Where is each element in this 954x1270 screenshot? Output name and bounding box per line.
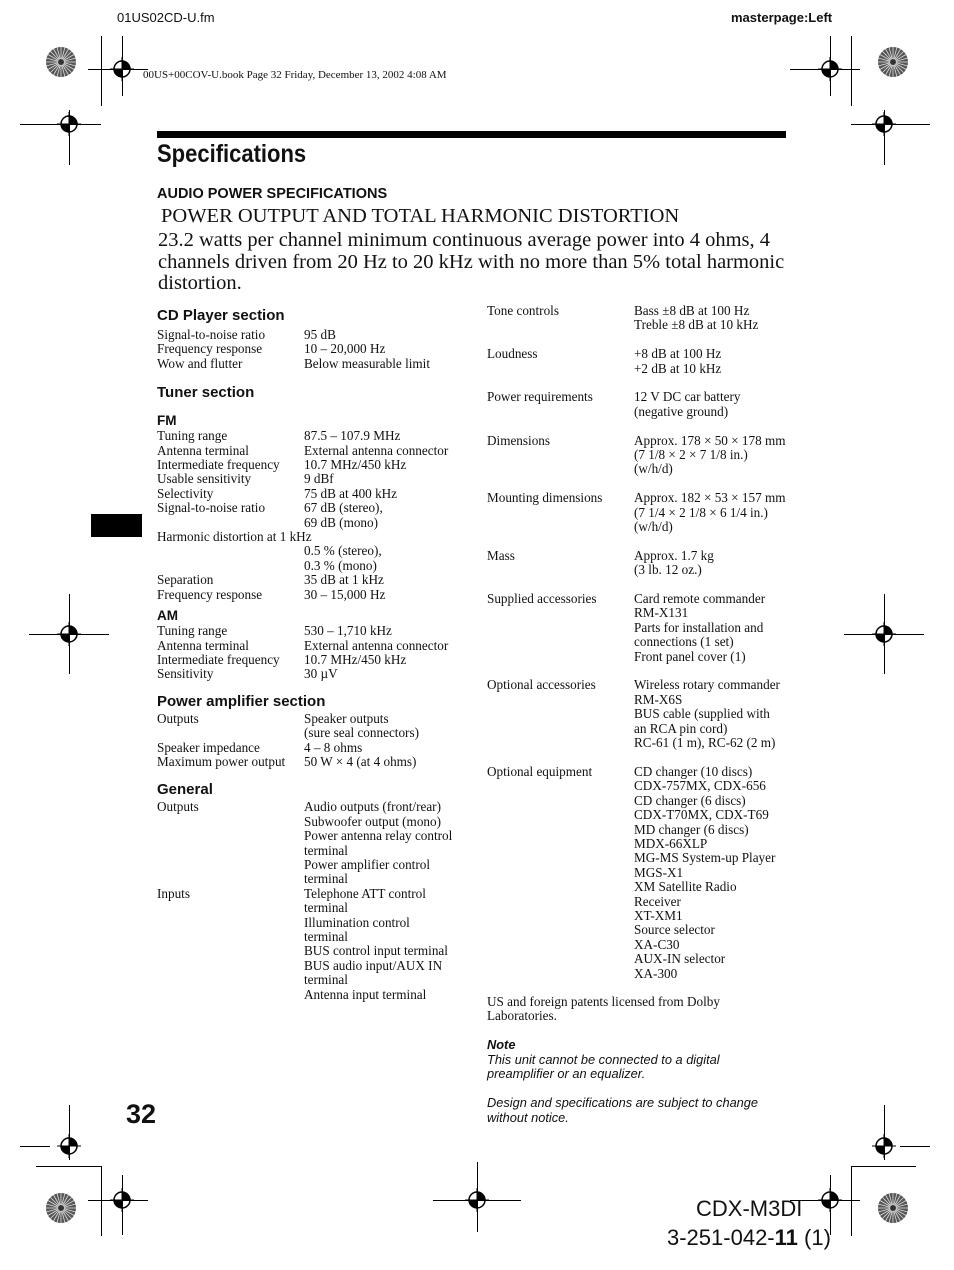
- fm-heading: FM: [157, 413, 177, 429]
- color-star-target-icon: [877, 1192, 909, 1224]
- part-code-suffix: (1): [797, 1225, 831, 1250]
- note-text: This unit cannot be connected to a digital preamplifier or an equalizer.: [487, 1051, 720, 1082]
- spec-value: CD changer (10 discs) CDX-757MX, CDX-656 CD changer (6 discs) CDX-T70MX, CDX-T69 MD changer (6 discs) MDX-66XLP MG-MS System-up Player MGS-X1 XM Satellite Radio Receiver XT-XM1 Source selector XA-C30 AUX-IN selector XA-300: [634, 763, 776, 981]
- amp-spec-list: [157, 712, 467, 770]
- fm-spec-list-2: [157, 573, 467, 602]
- spec-label: Optional accessories: [487, 677, 596, 693]
- spec-label: Speaker impedance: [157, 739, 260, 755]
- spec-value: 12 V DC car battery (negative ground): [634, 389, 741, 419]
- crop-line: [88, 69, 148, 70]
- spec-value: Below measurable limit: [304, 355, 430, 371]
- spec-row: [157, 472, 467, 486]
- cd-spec-list: [157, 328, 467, 371]
- spec-row: [157, 573, 467, 587]
- crop-line: [884, 1105, 885, 1160]
- note-heading: Note: [487, 1036, 516, 1052]
- spec-value: Card remote commander RM-X131 Parts for installation and connections (1 set) Front panel cover (1): [634, 591, 766, 664]
- spec-row: [157, 667, 467, 681]
- spec-row: [487, 390, 787, 419]
- page-number: 32: [126, 1099, 157, 1129]
- spec-value: 9 dBf: [304, 471, 334, 487]
- spec-row: [487, 765, 787, 981]
- spec-value: 30 µV: [304, 666, 338, 682]
- part-code-prefix: 3-251-042-: [667, 1225, 775, 1250]
- spec-label: Antenna terminal: [157, 442, 249, 458]
- spec-label: Frequency response: [157, 341, 263, 357]
- general-section-heading: General: [157, 781, 213, 799]
- color-star-target-icon: [877, 46, 909, 78]
- crop-line: [851, 36, 852, 106]
- spec-label: Tuning range: [157, 428, 228, 444]
- crop-line: [101, 36, 102, 106]
- right-spec-list: [487, 304, 787, 981]
- spec-value: Audio outputs (front/rear) Subwoofer output (mono) Power antenna relay control terminal Power amplifier control terminal: [304, 799, 453, 887]
- spec-row: [157, 624, 467, 638]
- spec-value: 95 dB: [304, 327, 336, 342]
- spec-value: Telephone ATT control terminal Illumination control terminal BUS control input terminal BUS audio input/AUX IN terminal Antenna input terminal: [304, 885, 448, 1002]
- spec-value: Bass ±8 dB at 100 Hz Treble ±8 dB at 10 kHz: [634, 303, 759, 333]
- general-spec-list: [157, 800, 467, 1002]
- spec-value: Approx. 1.7 kg (3 lb. 12 oz.): [634, 547, 714, 578]
- crop-line: [900, 124, 930, 125]
- spec-value: 50 W × 4 (at 4 ohms): [304, 753, 417, 769]
- spec-row: [487, 347, 787, 376]
- header-filename: 01US02CD-U.fm: [117, 10, 215, 25]
- spec-row: [157, 712, 467, 741]
- right-column: [487, 304, 787, 1126]
- spec-value: External antenna connector: [304, 637, 449, 653]
- crop-line: [122, 1175, 123, 1235]
- spec-value: 67 dB (stereo), 69 dB (mono): [304, 500, 383, 530]
- harmonic-distortion-value: 0.5 % (stereo), 0.3 % (mono): [304, 543, 382, 573]
- amp-section-heading: Power amplifier section: [157, 692, 326, 710]
- spec-value: 10.7 MHz/450 kHz: [304, 651, 407, 667]
- spec-label: Loudness: [487, 346, 538, 362]
- spec-label: Power requirements: [487, 389, 593, 405]
- spec-value: Wireless rotary commander RM-X6S BUS cable (supplied with an RCA pin cord) RC-61 (1 m), RC-62 (2 m): [634, 677, 780, 751]
- model-name: CDX-M3DI: [696, 1196, 803, 1221]
- title-rule: [157, 131, 786, 138]
- audio-power-heading: AUDIO POWER SPECIFICATIONS: [157, 186, 388, 202]
- spec-value: 35 dB at 1 kHz: [304, 572, 384, 588]
- spec-value: +8 dB at 100 Hz +2 dB at 10 kHz: [634, 346, 722, 376]
- spec-value: 87.5 – 107.9 MHz: [304, 428, 401, 444]
- crop-line: [69, 110, 70, 165]
- spec-label: Intermediate frequency: [157, 651, 280, 667]
- spec-row: [157, 741, 467, 755]
- crop-line: [20, 124, 50, 125]
- book-info-line: 00US+00COV-U.book Page 32 Friday, December 13, 2002 4:08 AM: [143, 69, 447, 81]
- spec-row: [157, 653, 467, 667]
- spec-label: Frequency response: [157, 586, 263, 602]
- tuner-section-heading: Tuner section: [157, 384, 255, 402]
- spec-row: [487, 592, 787, 664]
- spec-label: Signal-to-noise ratio: [157, 500, 266, 516]
- crop-line: [20, 1146, 50, 1147]
- spec-label: Outputs: [157, 710, 199, 726]
- spec-label: Outputs: [157, 799, 199, 815]
- spec-label: Mounting dimensions: [487, 490, 603, 506]
- am-spec-list: [157, 624, 467, 682]
- spec-label: Separation: [157, 572, 214, 588]
- page-title: Specifications: [157, 140, 307, 168]
- spec-row: [157, 887, 467, 1002]
- power-output-heading: POWER OUTPUT AND TOTAL HARMONIC DISTORTION: [161, 205, 680, 227]
- spec-row: [157, 755, 467, 769]
- spec-label: Signal-to-noise ratio: [157, 327, 266, 342]
- spec-row: [157, 342, 467, 356]
- spec-row: [487, 678, 787, 750]
- crop-line: [36, 1166, 101, 1167]
- spec-row: [157, 487, 467, 501]
- spec-label: Usable sensitivity: [157, 471, 252, 487]
- spec-label: Mass: [487, 547, 515, 563]
- spec-label: Tuning range: [157, 623, 228, 639]
- crop-line: [433, 1200, 521, 1201]
- power-output-description: 23.2 watts per channel minimum continuous average power into 4 ohms, 4 channels driven from 20 Hz to 20 kHz with no more than 5% total harmonic distortion.: [158, 229, 785, 294]
- spec-label: Tone controls: [487, 303, 559, 318]
- crop-line: [884, 110, 885, 165]
- part-code-bold: 11: [774, 1225, 798, 1250]
- spec-row: [157, 458, 467, 472]
- spec-value: Approx. 178 × 50 × 178 mm (7 1/8 × 2 × 7 1/8 in.) (w/h/d): [634, 432, 786, 477]
- left-column: [157, 307, 467, 1002]
- spec-label: Optional equipment: [487, 763, 593, 779]
- spec-row: [157, 429, 467, 443]
- cd-section-heading: CD Player section: [157, 307, 285, 324]
- spec-value: 530 – 1,710 kHz: [304, 623, 392, 639]
- spec-label: Wow and flutter: [157, 355, 243, 371]
- crop-line: [851, 1166, 916, 1167]
- spec-label: Intermediate frequency: [157, 457, 280, 473]
- spec-label: Antenna terminal: [157, 637, 249, 653]
- spec-row: [157, 501, 467, 530]
- crop-line: [851, 1166, 852, 1236]
- spec-row: [487, 434, 787, 477]
- spec-label: Supplied accessories: [487, 591, 597, 607]
- harmonic-distortion-label: Harmonic distortion at 1 kHz: [157, 529, 312, 545]
- crop-line: [844, 634, 924, 635]
- am-heading: AM: [157, 608, 178, 624]
- spec-label: Inputs: [157, 885, 190, 901]
- crop-line: [69, 1105, 70, 1160]
- spec-value: 4 – 8 ohms: [304, 739, 363, 755]
- crop-line: [101, 1166, 102, 1236]
- crop-line: [830, 36, 831, 96]
- fm-spec-list: [157, 429, 467, 530]
- spec-row: [157, 444, 467, 458]
- spec-label: Selectivity: [157, 485, 214, 501]
- spec-label: Dimensions: [487, 432, 551, 448]
- design-change-text: Design and specifications are subject to change without notice.: [487, 1095, 759, 1125]
- spec-row: [157, 328, 467, 342]
- crop-line: [900, 1146, 930, 1147]
- crop-line: [790, 69, 860, 70]
- spec-row: [487, 491, 787, 534]
- spec-label: Sensitivity: [157, 666, 214, 682]
- spec-row: [157, 639, 467, 653]
- spec-row: [487, 549, 787, 578]
- spec-value: Approx. 182 × 53 × 157 mm (7 1/4 × 2 1/8 × 6 1/4 in.) (w/h/d): [634, 490, 786, 535]
- spec-value: External antenna connector: [304, 442, 449, 458]
- spec-value: 75 dB at 400 kHz: [304, 485, 398, 501]
- color-star-target-icon: [45, 1192, 77, 1224]
- color-star-target-icon: [45, 46, 77, 78]
- part-code: [667, 1225, 831, 1251]
- spec-row: [487, 304, 787, 333]
- spec-row: [157, 588, 467, 602]
- spec-value: 10 – 20,000 Hz: [304, 341, 386, 357]
- spec-row: [157, 800, 467, 886]
- spec-value: Speaker outputs (sure seal connectors): [304, 710, 419, 741]
- spec-label: Maximum power output: [157, 753, 286, 769]
- crop-line: [477, 1162, 478, 1232]
- crop-line: [88, 1200, 148, 1201]
- crop-line: [122, 36, 123, 96]
- section-tab-marker: [91, 514, 142, 537]
- spec-row: [157, 357, 467, 371]
- spec-value: 10.7 MHz/450 kHz: [304, 457, 407, 473]
- header-masterpage: masterpage:Left: [731, 10, 833, 25]
- spec-value: 30 – 15,000 Hz: [304, 586, 386, 602]
- dolby-patent-text: US and foreign patents licensed from Dolby Laboratories.: [487, 993, 720, 1024]
- crop-line: [29, 634, 109, 635]
